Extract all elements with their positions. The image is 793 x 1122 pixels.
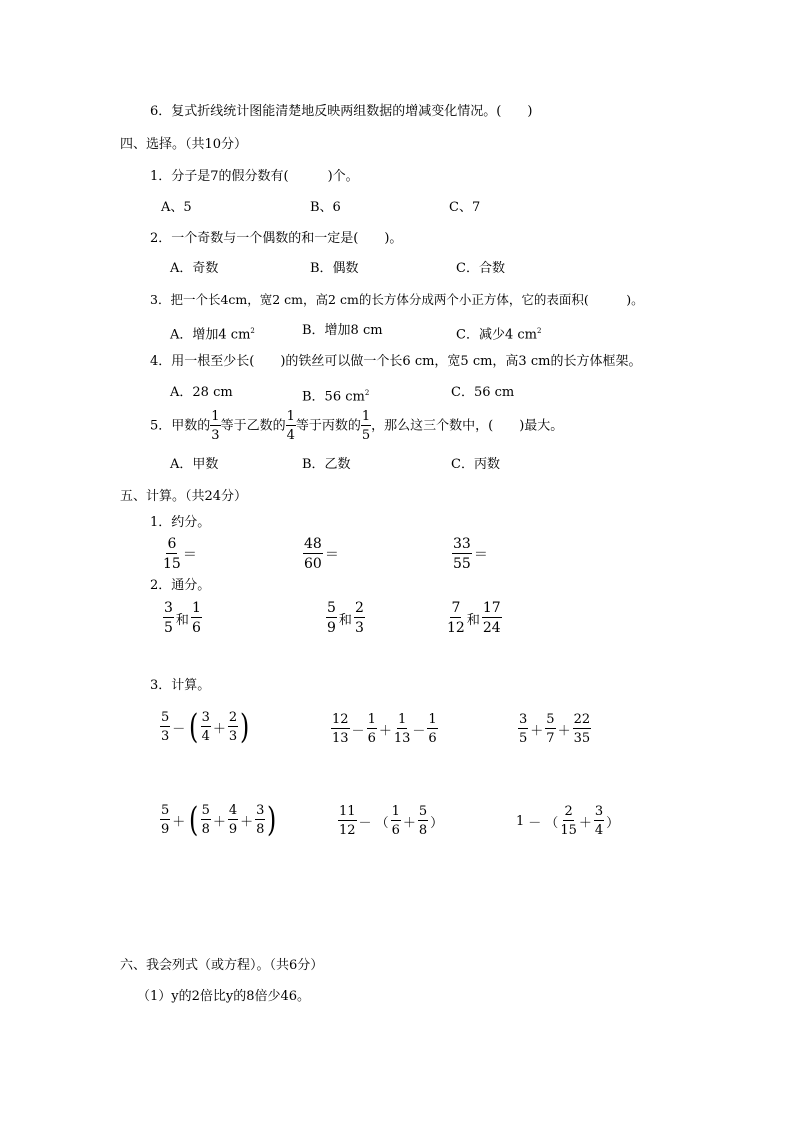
option-4-5-c: C．丙数 — [451, 457, 500, 472]
calc-expression-3: $\frac{3}{5}$ ＋ $\frac{5}{7}$ ＋ $\frac{22}{35}$ — [519, 712, 591, 746]
question-3-6: 6．复式折线统计图能清楚地反映两组数据的增减变化情况。( ) — [150, 104, 533, 119]
option-4-5-a: A．甲数 — [170, 457, 219, 472]
reduce-item-3: $\frac{33}{55}$ ＝ — [453, 536, 488, 572]
common-denominator-item-1: $\frac{3}{5}$ 和 $\frac{1}{6}$ — [164, 600, 201, 636]
option-4-4-b: B．56 $cm^2$ — [302, 389, 370, 405]
question-4-4: 4．用一根至少长( )的铁丝可以做一个长6 cm，宽5 cm，高3 cm的长方体框架。 — [150, 354, 642, 369]
section-4-title: 四、选择。（共10分） — [120, 137, 248, 152]
part-5-3-title: 3．计算。 — [150, 678, 211, 693]
option-4-1-c: C、7 — [449, 200, 481, 215]
section-5-title: 五、计算。（共24分） — [120, 489, 248, 504]
option-4-3-c: C．减少4 $cm^2$ — [456, 327, 542, 343]
calc-expression-1: $\frac{5}{3}$ － ( $\frac{3}{4}$ ＋ $\frac{2}{3}$ ) — [161, 707, 250, 747]
part-5-2-title: 2．通分。 — [150, 578, 211, 593]
option-4-2-c: C．合数 — [456, 261, 505, 276]
option-4-1-b: B、6 — [310, 200, 341, 215]
common-denominator-item-2: $\frac{5}{9}$ 和 $\frac{2}{3}$ — [327, 600, 364, 636]
option-4-2-b: B．偶数 — [310, 261, 359, 276]
option-4-5-b: B．乙数 — [302, 457, 351, 472]
calc-expression-4: $\frac{5}{9}$ ＋ ( $\frac{5}{8}$ ＋ $\frac{4}{9}$ ＋ $\frac{3}{8}$ ) — [161, 800, 277, 840]
calc-expression-2: $\frac{12}{13}$ － $\frac{1}{6}$ ＋ $\frac{1}{13}$ － $\frac{1}{6}$ — [332, 712, 437, 746]
reduce-item-1: $\frac{6}{15}$ ＝ — [163, 536, 197, 572]
option-4-4-a: A．28 cm — [170, 385, 233, 400]
option-4-2-a: A．奇数 — [170, 261, 219, 276]
calc-expression-5: $\frac{11}{12}$ － （ $\frac{1}{6}$ ＋ $\frac{5}{8}$ ） — [339, 804, 444, 838]
calc-expression-6: 1 － （ $\frac{2}{15}$ ＋ $\frac{3}{4}$ ） — [516, 804, 620, 838]
question-4-3: 3．把一个长4cm，宽2 cm，高2 cm的长方体分成两个小正方体，它的表面积( )。 — [150, 292, 644, 307]
question-4-5: 5．甲数的 $\frac{1}{3}$ 等于乙数的 $\frac{1}{4}$ 等于丙数的 $\frac{1}{5}$ ，那么这三个数中，( )最大。 — [150, 409, 564, 443]
option-4-1-a: A、5 — [161, 200, 192, 215]
question-6-1: （1）y的2倍比y的8倍少46。 — [137, 989, 311, 1004]
option-4-3-b: B．增加8 cm — [302, 323, 383, 338]
option-4-4-c: C．56 cm — [451, 385, 515, 400]
section-6-title: 六、我会列式（或方程）。（共6分） — [120, 958, 324, 973]
reduce-item-2: $\frac{48}{60}$ ＝ — [304, 536, 339, 572]
part-5-1-title: 1．约分。 — [150, 515, 211, 530]
question-4-1: 1．分子是7的假分数有( )个。 — [150, 169, 359, 184]
option-4-3-a: A．增加4 $cm^2$ — [170, 327, 255, 343]
question-4-2: 2．一个奇数与一个偶数的和一定是( )。 — [150, 231, 403, 246]
common-denominator-item-3: $\frac{7}{12}$ 和 $\frac{17}{24}$ — [447, 600, 501, 636]
